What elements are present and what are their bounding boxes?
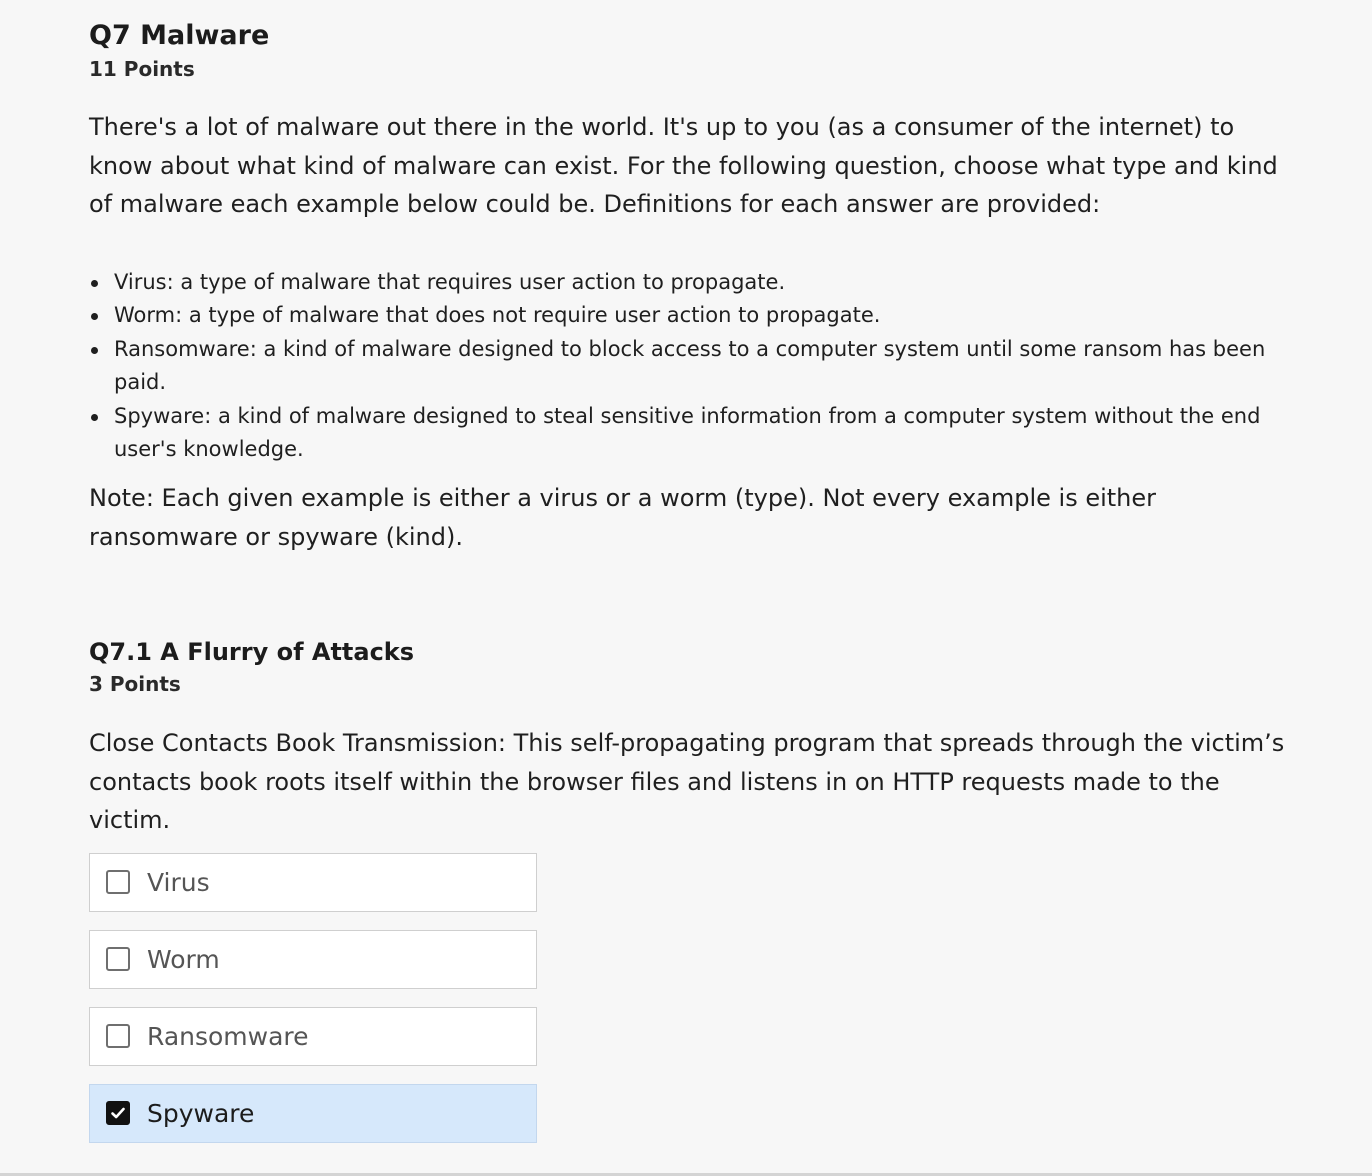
option-ransomware[interactable] [89,1007,537,1066]
option-virus[interactable] [89,853,537,912]
question-title: Q7 Malware [89,20,270,51]
definition-virus: Virus: a type of malware that requires user action to propagate. [89,266,1269,300]
checkbox[interactable] [106,1024,130,1048]
option-label: Worm [147,944,220,974]
subquestion-points: 3 Points [89,672,181,697]
checkbox[interactable] [106,947,130,971]
definition-ransomware: Ransomware: a kind of malware designed to block access to a computer system until some ransom has been paid. [89,333,1269,400]
question-intro: There's a lot of malware out there in the world. It's up to you (as a consumer of the internet) to know about what kind of malware can exist. For the following question, choose what type and kind of malware each example below could be. Definitions for each answer are provided: [89,113,1278,218]
option-label: Ransomware [147,1021,309,1051]
option-worm[interactable] [89,930,537,989]
checkbox[interactable] [106,1101,130,1125]
subquestion-prompt: Close Contacts Book Transmission: This self-propagating program that spreads through the victim’s contacts book roots itself within the browser files and listens in on HTTP requests made to the victim. [89,729,1285,835]
question-note: Note: Each given example is either a virus or a worm (type). Not every example is either ransomware or spyware (kind). [89,484,1157,551]
definitions-list [89,266,1269,468]
checkbox[interactable] [106,870,130,894]
option-label: Spyware [147,1098,255,1128]
definition-spyware: Spyware: a kind of malware designed to steal sensitive information from a computer system without the end user's knowledge. [89,400,1269,467]
definition-worm: Worm: a type of malware that does not require user action to propagate. [89,299,1269,333]
option-spyware[interactable] [89,1084,537,1143]
option-label: Virus [147,867,210,897]
question-points: 11 Points [89,57,195,81]
check-icon [110,1105,126,1121]
answer-options [89,853,1372,1143]
subquestion-title: Q7.1 A Flurry of Attacks [89,638,415,667]
